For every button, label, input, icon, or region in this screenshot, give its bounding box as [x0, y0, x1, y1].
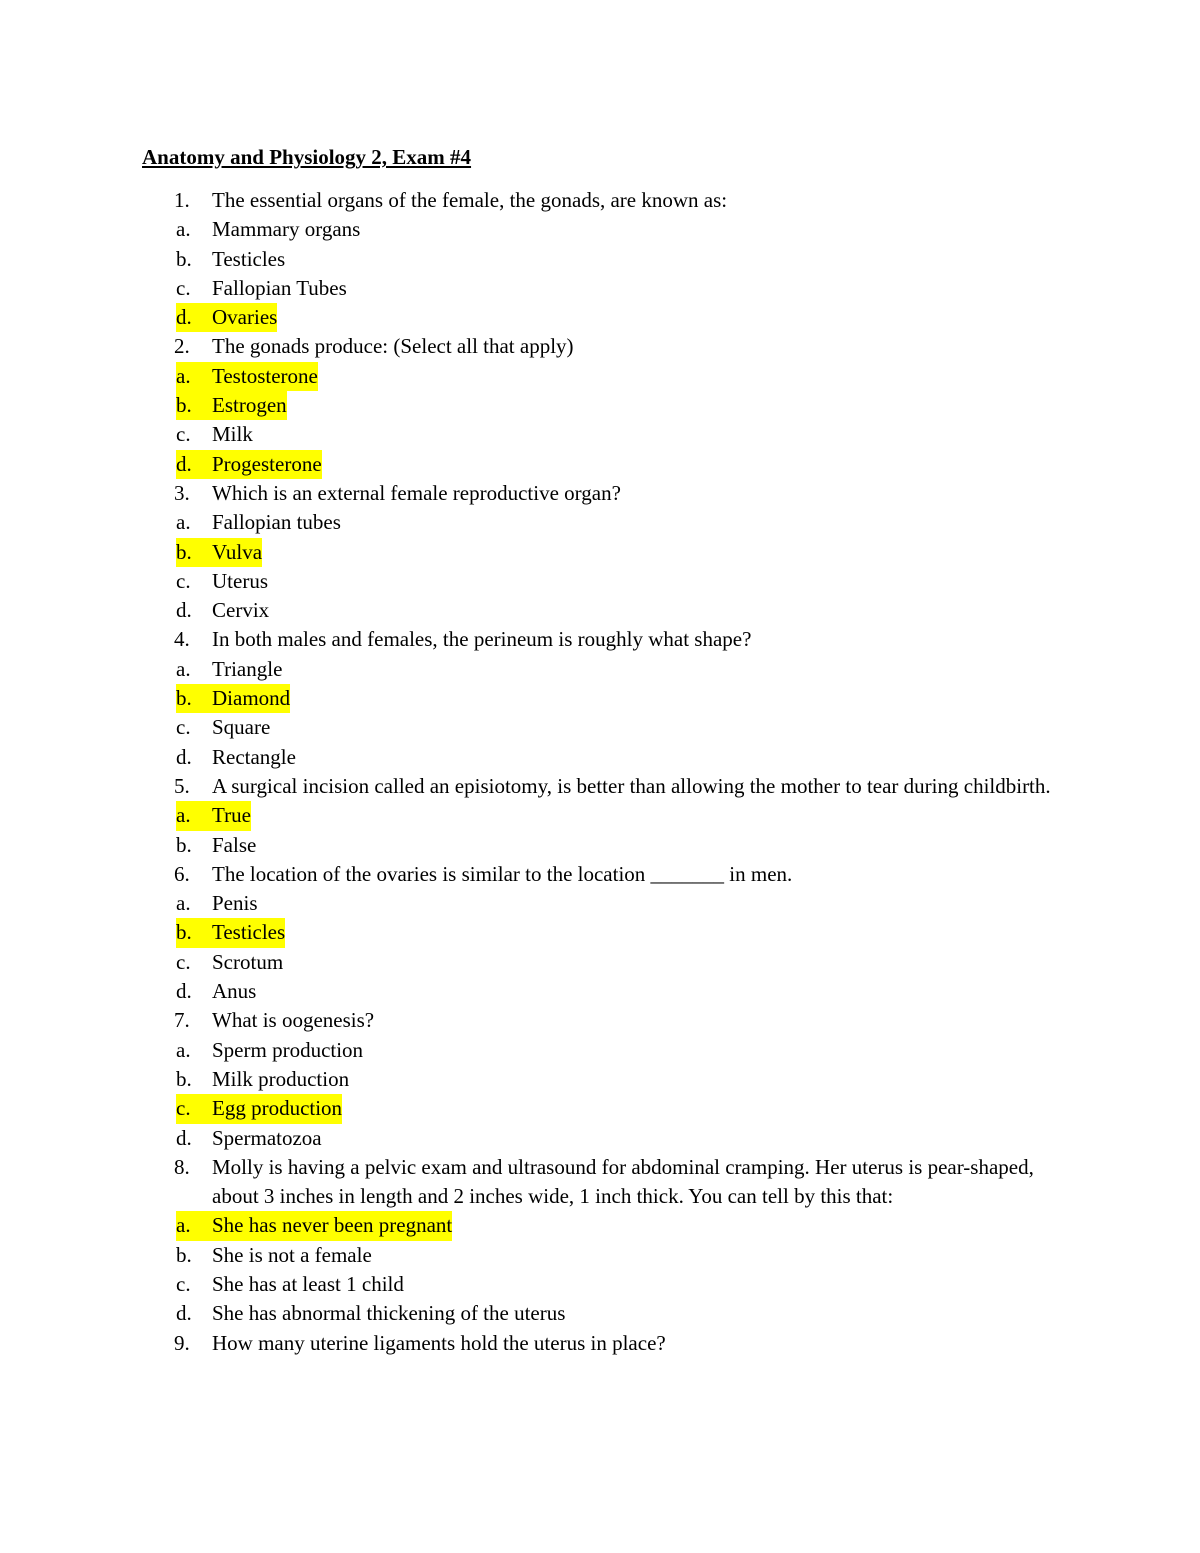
option-letter: b. — [176, 832, 192, 857]
answer-option — [72, 596, 1072, 625]
question-item — [142, 772, 1072, 801]
question-item — [142, 479, 1072, 508]
option-highlight — [176, 743, 296, 772]
option-text: Fallopian Tubes — [212, 275, 347, 300]
option-letter: d. — [176, 305, 192, 330]
answer-option — [72, 420, 1072, 449]
option-letter: a. — [176, 656, 191, 681]
question-item — [142, 1153, 1072, 1212]
answer-option-highlighted — [72, 538, 1072, 567]
option-text: Spermatozoa — [212, 1125, 322, 1150]
answer-option — [72, 948, 1072, 977]
answer-options — [142, 1211, 1072, 1328]
question-text: How many uterine ligaments hold the uterus in place? — [212, 1330, 666, 1355]
option-highlight — [176, 831, 256, 860]
option-highlight — [176, 918, 285, 947]
option-text: Estrogen — [212, 393, 287, 418]
answer-option-highlighted — [72, 303, 1072, 332]
option-text: Egg production — [212, 1096, 343, 1121]
option-highlight — [176, 1270, 404, 1299]
option-text: Square — [212, 715, 271, 740]
answer-option — [72, 713, 1072, 742]
answer-option — [72, 1299, 1072, 1328]
page-title: Anatomy and Physiology 2, Exam #4 — [142, 145, 472, 169]
option-text: Uterus — [212, 568, 268, 593]
option-text: She has never been pregnant — [212, 1213, 453, 1238]
question-number: 3. — [174, 480, 190, 505]
answer-options — [142, 362, 1072, 479]
option-highlight — [176, 655, 282, 684]
option-text: She is not a female — [212, 1242, 372, 1267]
option-highlight — [176, 245, 285, 274]
option-letter: b. — [176, 393, 192, 418]
option-highlight — [176, 1241, 372, 1270]
question-number: 2. — [174, 334, 190, 359]
question-text: What is oogenesis? — [212, 1008, 375, 1033]
answer-option-highlighted — [72, 391, 1072, 420]
option-letter: a. — [176, 510, 191, 535]
question-text: The essential organs of the female, the gonads, are known as: — [212, 188, 728, 212]
option-text: Penis — [212, 891, 258, 916]
answer-option — [72, 1036, 1072, 1065]
answer-option — [72, 831, 1072, 860]
question-item — [142, 625, 1072, 654]
option-letter: d. — [176, 979, 192, 1004]
option-text: False — [212, 832, 257, 857]
option-highlight — [176, 889, 258, 918]
option-text: She has at least 1 child — [212, 1271, 404, 1296]
answer-option — [72, 1124, 1072, 1153]
option-text: Scrotum — [212, 949, 284, 974]
option-text: Milk production — [212, 1066, 350, 1091]
option-highlight — [176, 684, 290, 713]
answer-option — [72, 1065, 1072, 1094]
option-text: Diamond — [212, 686, 291, 711]
question-list — [142, 186, 1072, 1358]
question-item — [142, 1329, 1072, 1358]
answer-option — [72, 977, 1072, 1006]
question-number: 1. — [174, 188, 190, 212]
answer-option — [72, 655, 1072, 684]
answer-option-highlighted — [72, 1094, 1072, 1123]
option-letter: c. — [176, 275, 191, 300]
answer-option — [72, 274, 1072, 303]
question-text: In both males and females, the perineum is roughly what shape? — [212, 627, 752, 652]
answer-options — [142, 655, 1072, 772]
option-letter: a. — [176, 1037, 191, 1062]
answer-option — [72, 245, 1072, 274]
answer-option-highlighted — [72, 684, 1072, 713]
option-letter: a. — [176, 891, 191, 916]
option-text: Ovaries — [212, 305, 278, 330]
question-text: Which is an external female reproductive organ? — [212, 480, 621, 505]
option-highlight — [176, 450, 322, 479]
option-text: Testicles — [212, 920, 286, 945]
question-text: The location of the ovaries is similar to the location _______ in men. — [212, 861, 793, 886]
option-highlight — [176, 713, 270, 742]
answer-options — [142, 801, 1072, 860]
question-item — [142, 1006, 1072, 1035]
option-letter: d. — [176, 1125, 192, 1150]
answer-option — [72, 567, 1072, 596]
answer-options — [142, 1036, 1072, 1153]
answer-options — [142, 889, 1072, 1006]
option-letter: a. — [176, 217, 191, 242]
question-text: The gonads produce: (Select all that apply) — [212, 334, 574, 359]
question-text: A surgical incision called an episiotomy, is better than allowing the mother to tear during childbirth. — [212, 773, 1051, 798]
question-item — [142, 186, 1072, 215]
question-text: Molly is having a pelvic exam and ultrasound for abdominal cramping. Her uterus is pear-shaped, about 3 inches in length and 2 inches wide, 1 inch thick. You can tell by this that: — [212, 1154, 1034, 1209]
option-highlight — [176, 1094, 342, 1123]
option-text: Cervix — [212, 598, 270, 623]
option-text: Mammary organs — [212, 217, 361, 242]
option-letter: b. — [176, 246, 192, 271]
option-letter: b. — [176, 920, 192, 945]
option-text: Testicles — [212, 246, 286, 271]
option-letter: b. — [176, 686, 192, 711]
option-highlight — [176, 303, 277, 332]
question-item — [142, 332, 1072, 361]
question-number: 9. — [174, 1330, 190, 1355]
option-highlight — [176, 801, 251, 830]
question-item — [142, 860, 1072, 889]
option-letter: b. — [176, 1242, 192, 1267]
option-text: Testosterone — [212, 363, 318, 388]
option-highlight — [176, 977, 256, 1006]
answer-option-highlighted — [72, 918, 1072, 947]
option-letter: d. — [176, 1301, 192, 1326]
question-number: 8. — [174, 1154, 190, 1179]
option-text: Triangle — [212, 656, 283, 681]
answer-options — [142, 215, 1072, 332]
option-text: Vulva — [212, 539, 263, 564]
option-highlight — [176, 567, 268, 596]
option-highlight — [176, 362, 318, 391]
option-text: She has abnormal thickening of the uterus — [212, 1301, 566, 1326]
option-letter: c. — [176, 422, 191, 447]
option-highlight — [176, 1065, 349, 1094]
option-highlight — [176, 538, 262, 567]
option-letter: b. — [176, 1066, 192, 1091]
question-number: 6. — [174, 861, 190, 886]
option-letter: d. — [176, 598, 192, 623]
option-letter: c. — [176, 1271, 191, 1296]
option-highlight — [176, 596, 269, 625]
option-highlight — [176, 1124, 322, 1153]
answer-options — [142, 508, 1072, 625]
option-highlight — [176, 274, 347, 303]
option-letter: a. — [176, 803, 191, 828]
option-letter: d. — [176, 744, 192, 769]
answer-option-highlighted — [72, 801, 1072, 830]
document-content — [142, 142, 1072, 1358]
option-text: True — [212, 803, 251, 828]
option-text: Fallopian tubes — [212, 510, 341, 535]
answer-option-highlighted — [72, 450, 1072, 479]
option-letter: c. — [176, 1096, 191, 1121]
question-number: 5. — [174, 773, 190, 798]
answer-option — [72, 889, 1072, 918]
question-number: 4. — [174, 627, 190, 652]
option-text: Anus — [212, 979, 257, 1004]
option-text: Milk — [212, 422, 253, 447]
option-highlight — [176, 420, 253, 449]
option-highlight — [176, 1036, 363, 1065]
answer-option-highlighted — [72, 362, 1072, 391]
answer-option — [72, 1241, 1072, 1270]
answer-option — [72, 743, 1072, 772]
option-letter: a. — [176, 1213, 191, 1238]
option-letter: c. — [176, 715, 191, 740]
answer-option — [72, 215, 1072, 244]
option-highlight — [176, 391, 287, 420]
option-highlight — [176, 1299, 565, 1328]
option-highlight — [176, 948, 283, 977]
option-letter: d. — [176, 451, 192, 476]
option-text: Progesterone — [212, 451, 322, 476]
option-highlight — [176, 508, 341, 537]
option-text: Sperm production — [212, 1037, 364, 1062]
option-text: Rectangle — [212, 744, 296, 769]
answer-option — [72, 1270, 1072, 1299]
option-highlight — [176, 215, 360, 244]
option-highlight — [176, 1211, 452, 1240]
question-number: 7. — [174, 1008, 190, 1033]
option-letter: b. — [176, 539, 192, 564]
option-letter: a. — [176, 363, 191, 388]
answer-option-highlighted — [72, 1211, 1072, 1240]
option-letter: c. — [176, 568, 191, 593]
option-letter: c. — [176, 949, 191, 974]
answer-option — [72, 508, 1072, 537]
